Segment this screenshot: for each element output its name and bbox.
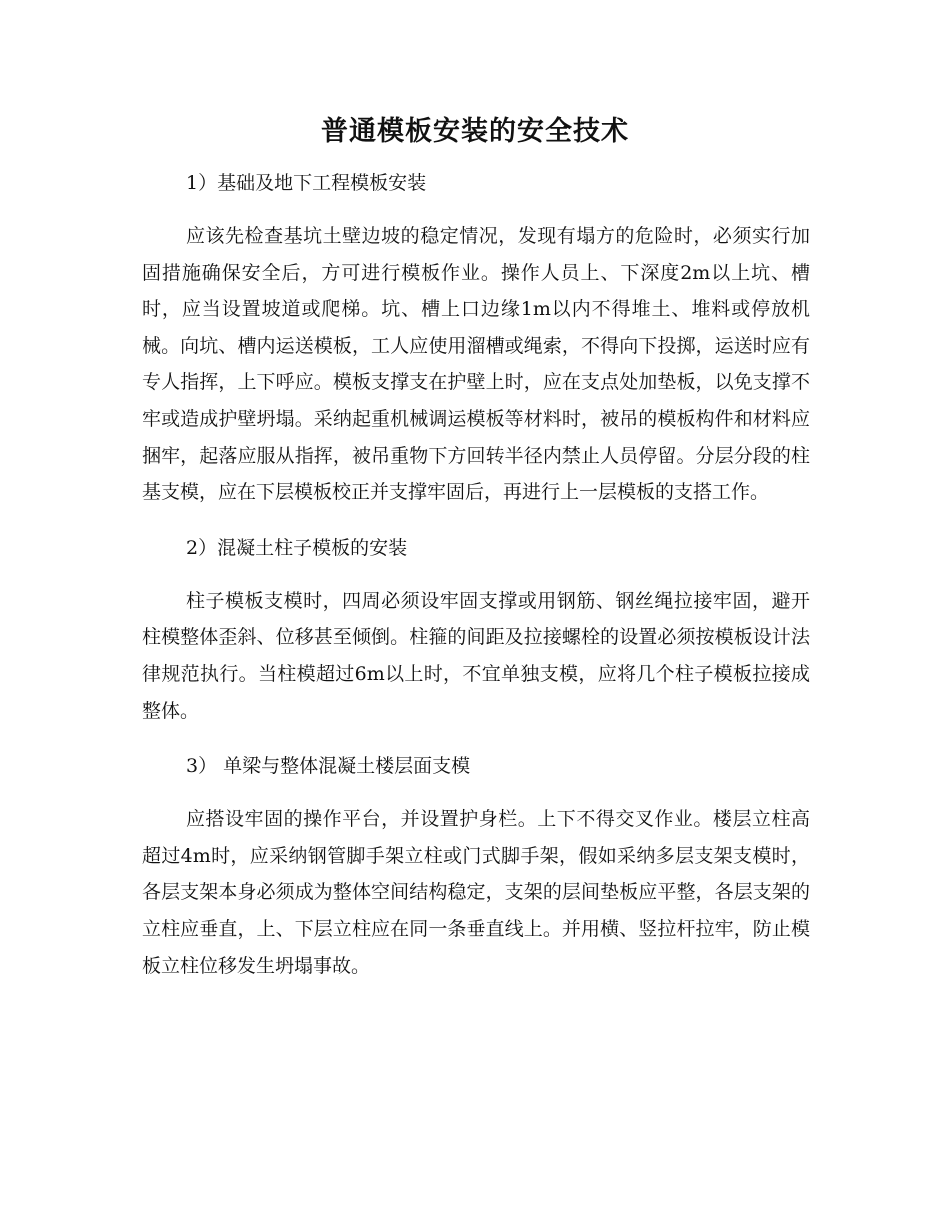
- section-paragraph-2: 柱子模板支模时，四周必须设牢固支撑或用钢筋、钢丝绳拉接牢固，避开柱模整体歪斜、位移甚至倾倒。柱箍的间距及拉接螺栓的设置必须按模板设计法律规范执行。当柱模超过6m以上时，不宜单独支模，应将几个柱子模板拉接成整体。: [142, 589, 810, 722]
- section-paragraph-1: 应该先检查基坑土壁边坡的稳定情况，发现有塌方的危险时，必须实行加固措施确保安全后，方可进行模板作业。操作人员上、下深度2m以上坑、槽时，应当设置坡道或爬梯。坑、槽上口边缘1m以内不得堆土、堆料或停放机械。向坑、槽内运送模板，工人应使用溜槽或绳索，不得向下投掷，运送时应有专人指挥，上下呼应。模板支撑支在护壁上时，应在支点处加垫板，以免支撑不牢或造成护壁坍塌。采纳起重机械调运模板等材料时，被吊的模板构件和材料应捆牢，起落应服从指挥，被吊重物下方回转半径内禁止人员停留。分层分段的柱基支模，应在下层模板校正并支撑牢固后，再进行上一层模板的支搭工作。: [142, 225, 810, 504]
- section-heading-1: 1）基础及地下工程模板安装: [186, 172, 427, 194]
- section-paragraph-3: 应搭设牢固的操作平台，并设置护身栏。上下不得交叉作业。楼层立柱高超过4m时，应采纳钢管脚手架立柱或门式脚手架，假如采纳多层支架支模时，各层支架本身必须成为整体空间结构稳定，支架的层间垫板应平整，各层支架的立柱应垂直，上、下层立柱应在同一条垂直线上。并用横、竖拉杆拉牢，防止模板立柱位移发生坍塌事故。: [142, 808, 810, 977]
- section-heading-2: 2）混凝土柱子模板的安装: [186, 536, 408, 559]
- document-body: [142, 160, 810, 994]
- section-heading-3: 3） 单梁与整体混凝土楼层面支模: [186, 755, 471, 778]
- document-title: 普通模板安装的安全技术: [321, 116, 629, 147]
